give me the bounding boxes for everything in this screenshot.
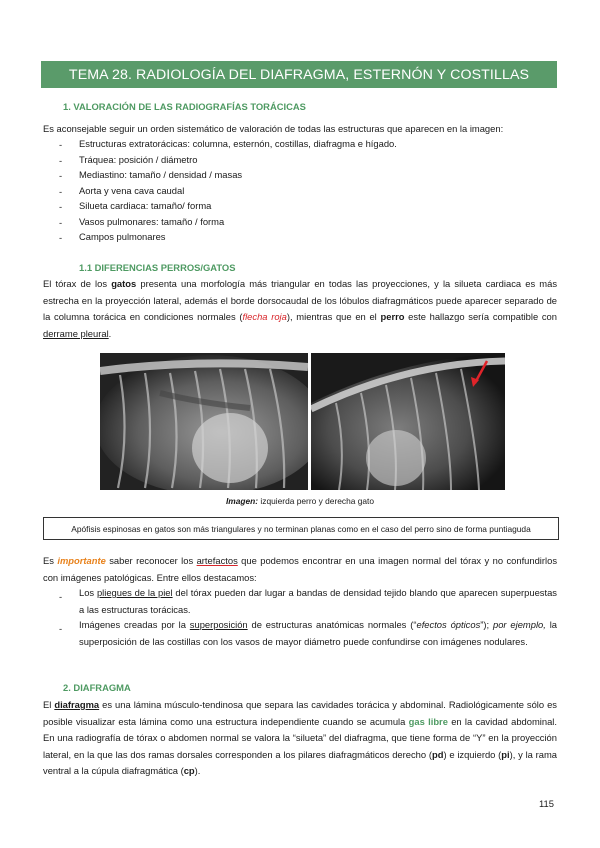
list-item: Vasos pulmonares: tamaño / forma — [79, 216, 225, 227]
xray-cat-image — [311, 353, 505, 490]
section-heading-2: 2. DIAFRAGMA — [63, 682, 131, 693]
list-bullet: - — [59, 232, 63, 243]
section-heading-1: 1. VALORACIÓN DE LAS RADIOGRAFÍAS TORÁCICAS — [63, 101, 306, 112]
list-bullet: - — [59, 186, 63, 197]
list-item: Tráquea: posición / diámetro — [79, 154, 198, 165]
list-item: Campos pulmonares — [79, 231, 166, 242]
list-bullet: - — [59, 139, 63, 150]
note-box — [43, 517, 559, 540]
list-bullet: - — [59, 170, 63, 181]
list-item: Aorta y vena cava caudal — [79, 185, 185, 196]
xray-dog-image — [100, 353, 308, 490]
list-bullet: - — [59, 591, 63, 602]
section1-intro: Es aconsejable seguir un orden sistemático de valoración de todas las estructuras que aparecen en la imagen: — [43, 123, 504, 134]
list-bullet: - — [59, 155, 63, 166]
list-item: Silueta cardiaca: tamaño/ forma — [79, 200, 212, 211]
chapter-title-banner — [41, 61, 557, 88]
list-bullet: - — [59, 217, 63, 228]
artefactos-item-2: Imágenes creadas por la superposición de estructuras anatómicas normales (“efectos ópticos”); por ejemplo, la superposición de las costillas con los vasos de mayor diámetro puede confundirse con imágenes nodulares. — [79, 619, 557, 647]
list-bullet: - — [59, 623, 63, 634]
artefactos-item-1: Los pliegues de la piel del tórax pueden dar lugar a bandas de densidad tejido blando que aparecen superpuestas a las estructuras torácicas. — [79, 587, 557, 615]
chapter-title: TEMA 28. RADIOLOGÍA DEL DIAFRAGMA, ESTERNÓN Y COSTILLAS — [68, 66, 530, 83]
section2-paragraph: El diafragma es una lámina músculo-tendinosa que separa las cavidades torácica y abdominal. Radiológicamente sólo es posible visualizar esta lámina como una estructura independiente cuando se acumula gas libre en la cavidad abdominal. En una radiografía de tórax o abdomen normal se valora la “silueta” del diafragma, que tiene forma de “Y” en la proyección lateral, en la que las dos ramas dorsales corresponden a los pilares diafragmáticos derecho (pd) e izquierdo (pi), y la rama ventral a la cúpula diafragmática (cp). — [43, 699, 557, 776]
list-item: Estructuras extratorácicas: columna, esternón, costillas, diafragma e hígado. — [79, 138, 397, 149]
note-box-text: Apófisis espinosas en gatos son más triangulares y no terminan planas como en el caso del perro sino de forma puntiaguda — [71, 523, 531, 534]
list-item: Mediastino: tamaño / densidad / masas — [79, 169, 243, 180]
figure-caption: Imagen: izquierda perro y derecha gato — [225, 496, 375, 506]
section11-paragraph: El tórax de los gatos presenta una morfología más triangular en todas las proyecciones, y la silueta cardiaca es más estrecha en la proyección lateral, además el borde dorsocaudal de los lóbulos diafragmáticos puede aparecer separado de la columna torácica en condiciones normales (flecha roja), mientras que en el perro este hallazgo sería compatible con derrame pleural. — [43, 278, 558, 339]
list-bullet: - — [59, 201, 63, 212]
page-number: 115 — [539, 798, 554, 809]
section-heading-1-1: 1.1 DIFERENCIAS PERROS/GATOS — [79, 262, 236, 273]
artefactos-paragraph: Es importante saber reconocer los artefactos que podemos encontrar en una imagen normal del tórax y no confundirlos con imágenes patológicas. Entre ellos destacamos: — [43, 555, 558, 583]
